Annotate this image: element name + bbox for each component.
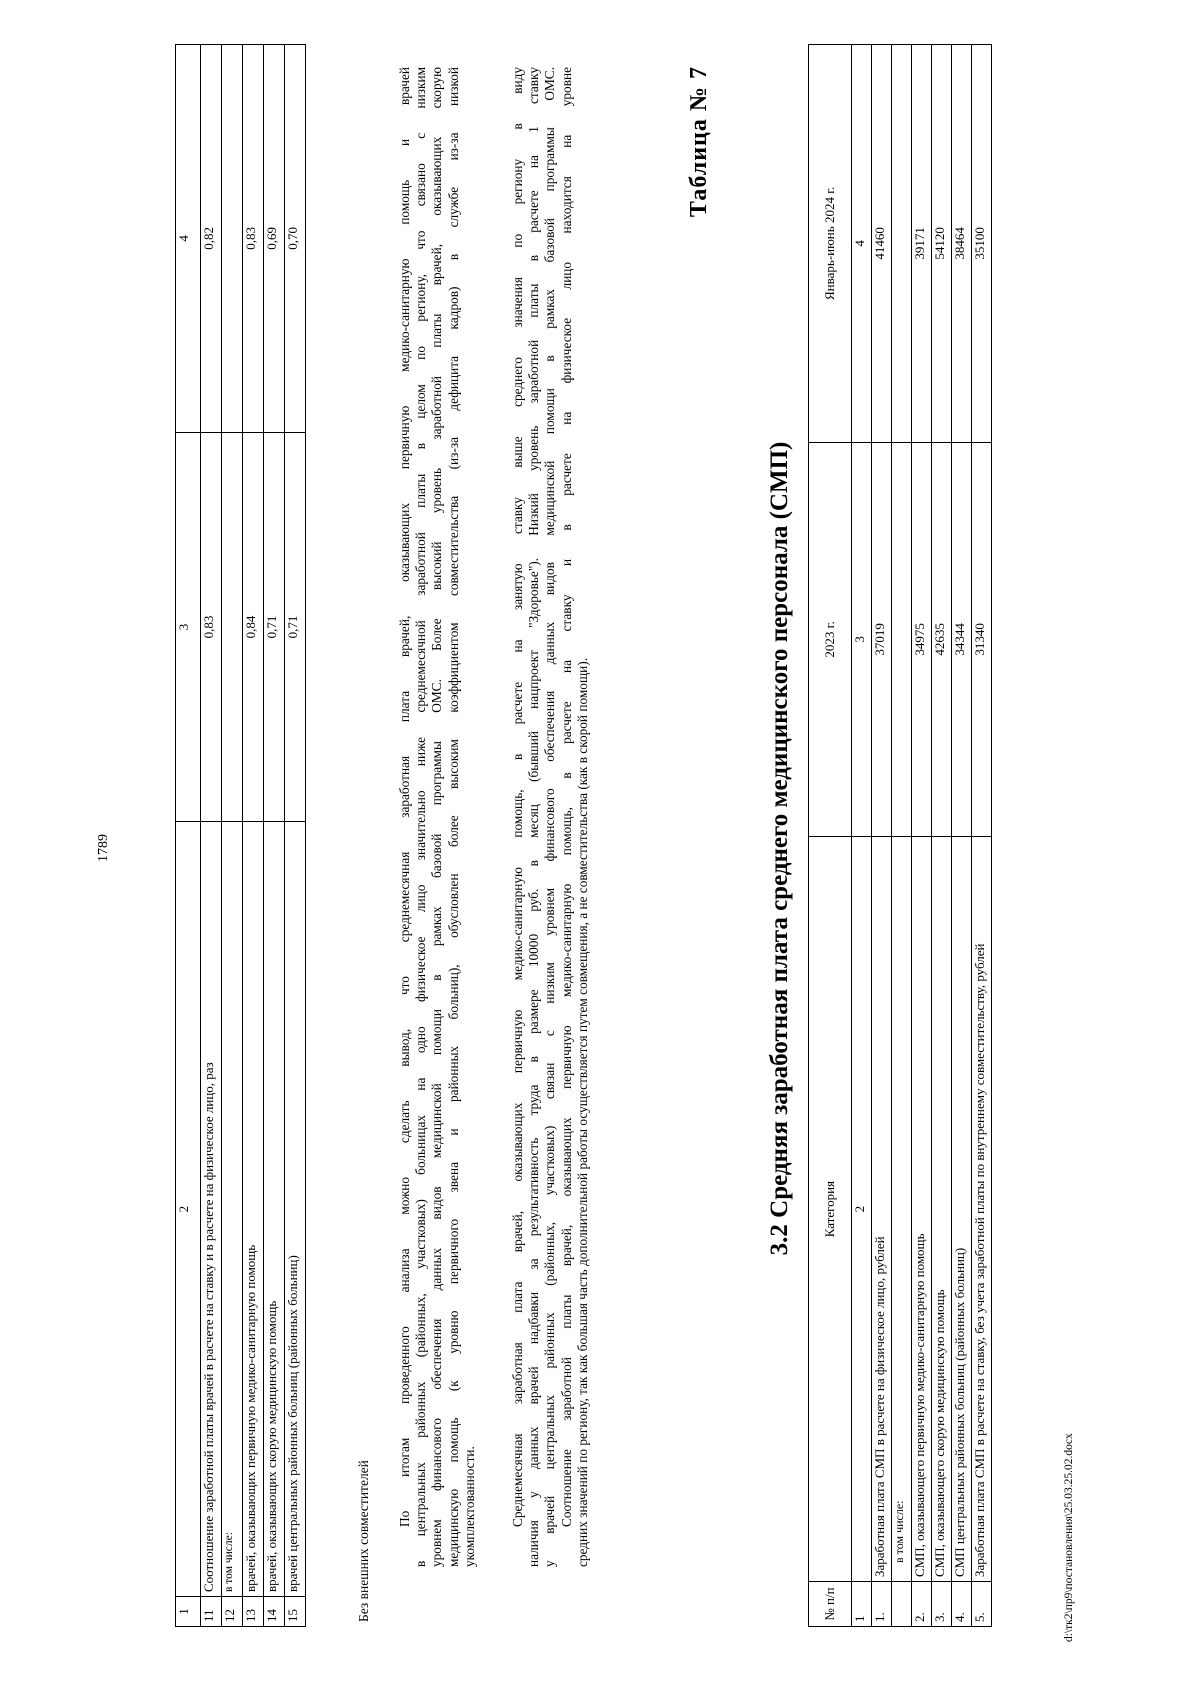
value-2024: 0,69 (264, 45, 285, 433)
value-2023 (222, 432, 243, 822)
row-label: Заработная плата СМП в расчете на ставку, без учета заработной платы по внутреннему совместительству, рублей (972, 837, 992, 1582)
row-label: врачей, оказывающих первичную медико-санитарную помощь (243, 822, 264, 1597)
row-label: врачей центральных районных больниц (районных больниц) (285, 822, 306, 1597)
table-caption: Таблица № 7 (686, 66, 712, 218)
page-number: 1789 (96, 834, 111, 862)
table-note: Без внешних совместителей (356, 1460, 371, 1622)
salary-ratio-table (175, 44, 306, 1627)
value-2023: 34344 (952, 442, 972, 837)
header-cell: 2 (176, 822, 201, 1597)
row-label: в том числе: (892, 837, 912, 1582)
row-label: в том числе: (222, 822, 243, 1597)
index-cell: 3 (852, 442, 872, 837)
row-label: Заработная плата СМП в расчете на физическое лицо, рублей (872, 837, 892, 1582)
row-label: СМП центральных районных больниц (районных больниц) (952, 837, 972, 1582)
paragraph-line: укомплектованности. (461, 1446, 477, 1567)
file-path-footer: d:\тк2\пр9\постановления\25.03.25.02.docx (1063, 1433, 1075, 1642)
header-cell: 3 (176, 432, 201, 822)
header-2023: 2023 г. (809, 442, 852, 837)
value-2024: 0,82 (201, 45, 222, 433)
paragraph-line: средних значений по региону, так как большая часть дополнительной работы осуществляется путем совмещения, а не совместительства (как в скорой помощи). (574, 657, 590, 1567)
value-2023: 0,71 (264, 432, 285, 822)
row-number: 2. (912, 1582, 932, 1627)
table-row (222, 45, 243, 1627)
value-2024 (892, 45, 912, 443)
header-2024: Январь-июнь 2024 г. (809, 45, 852, 443)
value-2023: 34975 (912, 442, 932, 837)
table-row (201, 45, 222, 1627)
column-index-row (852, 45, 872, 1627)
value-2024: 35100 (972, 45, 992, 443)
smp-salary-table (808, 44, 992, 1627)
paragraph-line: медицинскую помощь (к уровню первичного звена и районных больниц), обусловлен более высоким коэффициентом совместительства (из-за дефицита кадров) в службе из-за низкой (445, 67, 461, 1567)
row-label: врачей, оказывающих скорую медицинскую помощь (264, 822, 285, 1597)
analysis-paragraph (397, 67, 478, 1567)
table-row (264, 45, 285, 1627)
paragraph-line: уровнем финансового обеспечения данных видов медицинской помощи в рамках базовой программы ОМС. Более высокий уровень заработной платы врачей, оказывающих скорую (429, 67, 445, 1567)
value-2024 (222, 45, 243, 433)
row-number: 4. (952, 1582, 972, 1627)
index-cell: 2 (852, 837, 872, 1582)
value-2024: 39171 (912, 45, 932, 443)
row-number: 3. (932, 1582, 952, 1627)
header-cell: 4 (176, 45, 201, 433)
table-row (892, 45, 912, 1627)
row-label: СМП, оказывающего скорую медицинскую помощь (932, 837, 952, 1582)
header-category: Категория (809, 837, 852, 1582)
table-row (972, 45, 992, 1627)
table-row (932, 45, 952, 1627)
section-heading: 3.2 Средняя заработная плата среднего медицинского персонала (СМП) (766, 441, 793, 1256)
value-2023 (892, 442, 912, 837)
value-2023: 0,71 (285, 432, 306, 822)
value-2023: 37019 (872, 442, 892, 837)
value-2024: 41460 (872, 45, 892, 443)
header-num: № п/п (809, 1582, 852, 1627)
paragraph-line: По итогам проведенного анализа можно сделать вывод, что среднемесячная заработная плата врачей, оказывающих первичную медико-санитарную помощь и врачей (397, 67, 412, 1527)
value-2023: 0,84 (243, 432, 264, 822)
index-cell: 1 (852, 1582, 872, 1627)
row-number (892, 1582, 912, 1627)
value-2023: 42635 (932, 442, 952, 837)
table-header-row (809, 45, 852, 1627)
row-number: 11 (201, 1597, 222, 1627)
table-row (872, 45, 892, 1627)
value-2024: 0,83 (243, 45, 264, 433)
table-row (912, 45, 932, 1627)
index-cell: 4 (852, 45, 872, 443)
table-row (952, 45, 972, 1627)
row-number: 12 (222, 1597, 243, 1627)
table-row (285, 45, 306, 1627)
row-number: 14 (264, 1597, 285, 1627)
value-2023: 0,83 (201, 432, 222, 822)
table-header-row (176, 45, 201, 1627)
paragraph-line: у врачей центральных районных (районных, участковых) связан с низким уровнем финансового обеспечения данных видов медицинской помощи в рамках базовой программы ОМС. (542, 67, 558, 1567)
table-row (243, 45, 264, 1627)
paragraph-line: в центральных районных (районных, участковых) больницах на одно физическое лицо значительно ниже среднемесячной заработной платы в целом по региону, что связано с низким (413, 67, 429, 1567)
header-cell: 1 (176, 1597, 201, 1627)
paragraph-line: наличия у данных врачей надбавки за результативность труда в размере 10000 руб. в месяц (бывший нацпроект "Здоровье"). Низкий уровень заработной платы в расчете на 1 ставку (526, 67, 542, 1567)
value-2024: 0,70 (285, 45, 306, 433)
paragraph-line: Соотношение заработной платы врачей, оказывающих первичную медико-санитарную помощь, в расчете на ставку и в расчете на физическое лицо находится на уровне (558, 67, 574, 1527)
paragraph-line: Среднемесячная заработная плата врачей, оказывающих первичную медико-санитарную помощь, в расчете на занятую ставку выше среднего значения по региону в виду (510, 67, 525, 1527)
value-2024: 54120 (932, 45, 952, 443)
row-number: 5. (972, 1582, 992, 1627)
value-2024: 38464 (952, 45, 972, 443)
row-label: Соотношение заработной платы врачей в расчете на ставку и в расчете на физическое лицо, раз (201, 822, 222, 1597)
row-label: СМП, оказывающего первичную медико-санитарную помощь (912, 837, 932, 1582)
row-number: 13 (243, 1597, 264, 1627)
value-2023: 31340 (972, 442, 992, 837)
row-number: 15 (285, 1597, 306, 1627)
row-number: 1. (872, 1582, 892, 1627)
conclusion-paragraph (510, 67, 591, 1567)
